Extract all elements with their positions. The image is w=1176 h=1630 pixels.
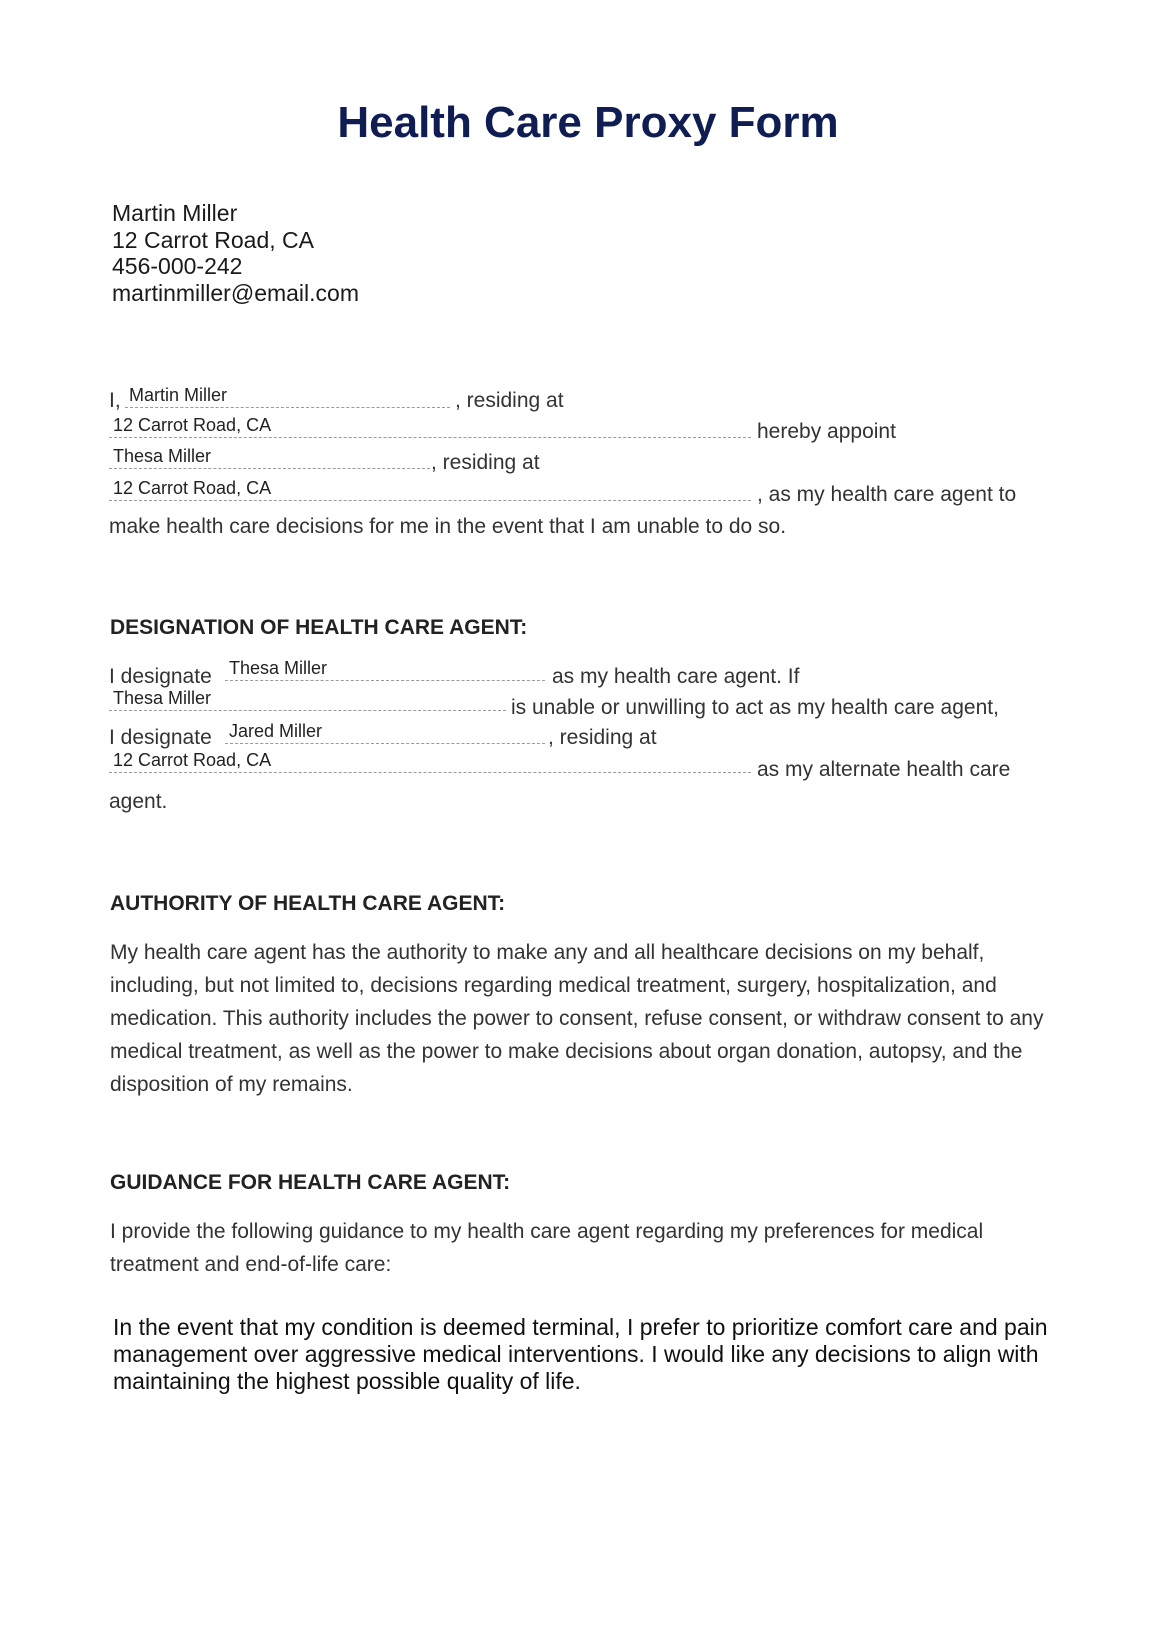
intro-residing-at-label: , residing at (455, 389, 564, 412)
as-agent-if-label: as my health care agent. If (552, 665, 800, 688)
designated-agent-field[interactable]: Thesa Miller (225, 659, 545, 681)
principal-address: 12 Carrot Road, CA (112, 226, 314, 253)
designation-heading: DESIGNATION OF HEALTH CARE AGENT: (110, 616, 528, 639)
intro-closing: make health care decisions for me in the event that I am unable to do so. (109, 515, 787, 538)
alternate-address-field[interactable]: 12 Carrot Road, CA (109, 751, 751, 773)
principal-name: Martin Miller (112, 200, 238, 226)
designate-label-1: I designate (109, 665, 212, 688)
as-alternate-label: as my alternate health care (757, 758, 1011, 781)
authority-heading: AUTHORITY OF HEALTH CARE AGENT: (110, 892, 506, 915)
alternate-agent-field[interactable]: Jared Miller (225, 722, 545, 744)
agent-residing-at-label: , residing at (431, 451, 540, 474)
guidance-text: In the event that my condition is deemed terminal, I prefer to prioritize comfort care and pain management over aggressive medical interventions. I would like any decisions to align with maintaining the highest possible quality of life. (113, 1314, 1048, 1394)
agent-address-field[interactable]: 12 Carrot Road, CA (109, 479, 751, 501)
principal-phone: 456-000-242 (112, 253, 243, 279)
alternate-residing-at-label: , residing at (548, 726, 657, 749)
hereby-appoint-label: hereby appoint (757, 420, 896, 443)
agent-suffix-label: , as my health care agent to (757, 483, 1017, 506)
agent-word: agent. (109, 790, 168, 813)
principal-contact-block (112, 200, 359, 306)
principal-address-field[interactable]: 12 Carrot Road, CA (109, 416, 751, 438)
principal-email: martinmiller@email.com (112, 279, 359, 306)
guidance-intro: I provide the following guidance to my health care agent regarding my preferences for medical treatment and end-of-life care: (110, 1220, 984, 1276)
authority-body: My health care agent has the authority to make any and all healthcare decisions on my behalf, including, but not limited to, decisions regarding medical treatment, surgery, hospitalization, and medication. This authority includes the power to consent, refuse consent, or withdraw consent to any medical treatment, as well as the power to make decisions about organ donation, autopsy, and the disposition of my remains. (110, 941, 1044, 1096)
principal-name-field[interactable]: Martin Miller (125, 386, 450, 408)
guidance-heading: GUIDANCE FOR HEALTH CARE AGENT: (110, 1171, 511, 1194)
designate-label-2: I designate (109, 726, 212, 749)
agent-name-repeat-field[interactable]: Thesa Miller (109, 689, 506, 711)
intro-prefix: I, (109, 389, 121, 412)
page-title: Health Care Proxy Form (337, 98, 839, 147)
unable-label: is unable or unwilling to act as my health care agent, (511, 696, 999, 719)
agent-name-field[interactable]: Thesa Miller (109, 447, 430, 469)
